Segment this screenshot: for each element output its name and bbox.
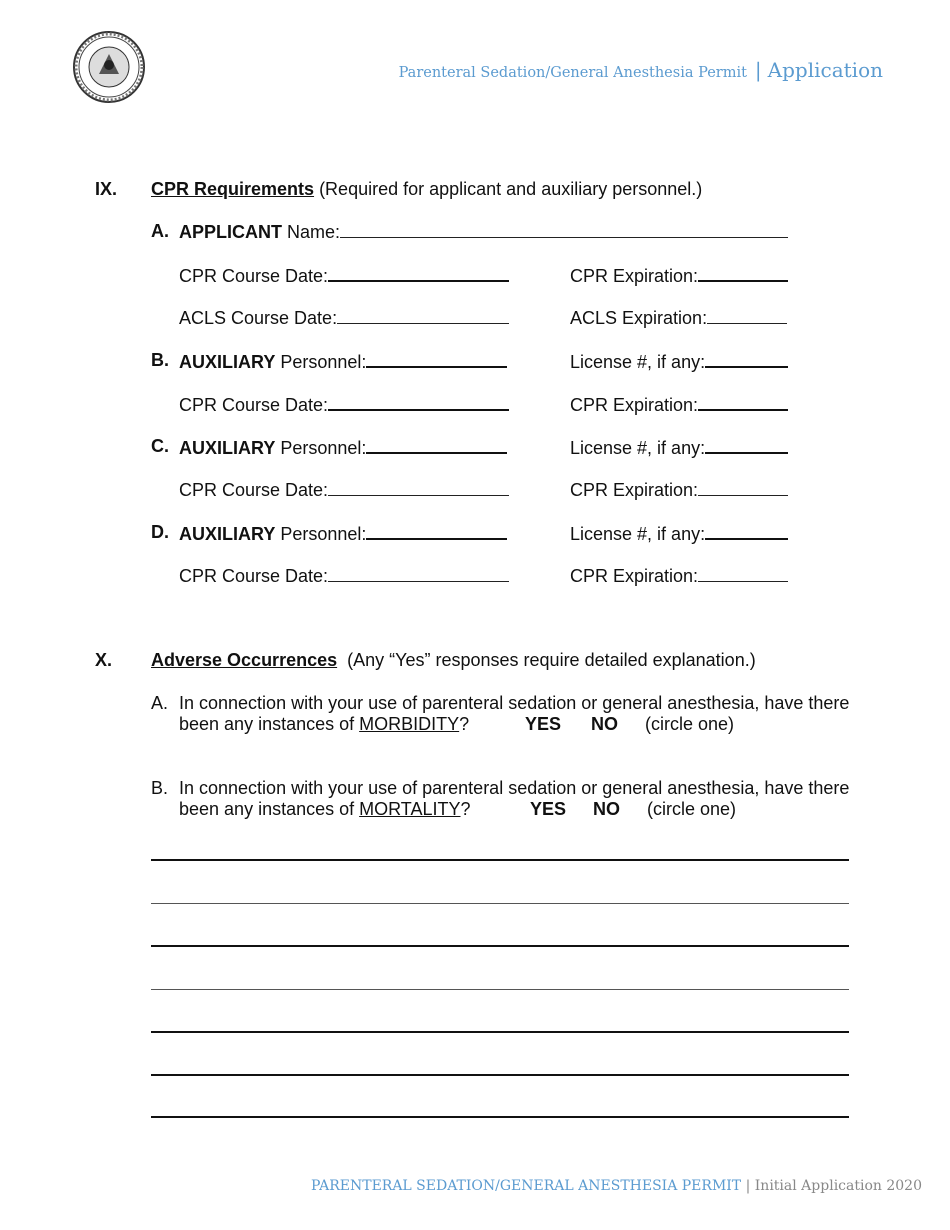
question-b-line2 <box>179 798 471 820</box>
auxiliary-b-label-bold: AUXILIARY <box>179 352 276 372</box>
auxiliary-b-cpr-expiration-field[interactable] <box>698 392 788 411</box>
header-title: Application <box>767 58 883 82</box>
auxiliary-d-license-row <box>570 521 788 545</box>
question-b-letter: B. <box>151 778 169 798</box>
applicant-cpr-expiration-row <box>570 263 788 287</box>
question-b-qmark: ? <box>460 799 471 819</box>
auxiliary-c-personnel-row <box>179 435 507 459</box>
section-x-note: (Any “Yes” responses require detailed explanation.) <box>347 650 756 670</box>
applicant-acls-expiration-field[interactable] <box>707 306 787 324</box>
auxiliary-c-cpr-course-label: CPR Course Date: <box>179 480 329 500</box>
explanation-line-6[interactable] <box>151 1074 849 1076</box>
question-a-line2 <box>179 713 469 735</box>
auxiliary-b-license-row <box>570 349 788 373</box>
section-ix-heading: CPR Requirements <box>151 179 315 199</box>
applicant-name-label: Name: <box>287 222 341 242</box>
footer-title: PARENTERAL SEDATION/GENERAL ANESTHESIA PERMIT <box>310 1178 742 1194</box>
auxiliary-c-label-bold: AUXILIARY <box>179 438 276 458</box>
question-b-yes[interactable]: YES <box>530 799 567 819</box>
question-a-qmark: ? <box>459 714 470 734</box>
question-b-circle-note: (circle one) <box>647 799 737 819</box>
section-x-heading: Adverse Occurrences <box>151 650 338 670</box>
auxiliary-d-personnel-label: Personnel: <box>280 524 367 544</box>
auxiliary-c-license-field[interactable] <box>705 435 788 454</box>
question-b-no[interactable]: NO <box>593 799 620 819</box>
page-footer <box>311 1178 922 1194</box>
auxiliary-d-license-label: License #, if any: <box>570 524 706 544</box>
applicant-cpr-expiration-label: CPR Expiration: <box>570 266 699 286</box>
auxiliary-d-label-bold: AUXILIARY <box>179 524 276 544</box>
applicant-name-row <box>179 220 788 243</box>
question-a-circle-note: (circle one) <box>645 714 735 734</box>
section-ix-numeral: IX. <box>95 179 118 199</box>
applicant-cpr-course-label: CPR Course Date: <box>179 266 329 286</box>
question-a-letter: A. <box>151 693 169 713</box>
explanation-line-5[interactable] <box>151 1031 849 1033</box>
header-separator: | <box>754 58 762 82</box>
auxiliary-b-personnel-label: Personnel: <box>280 352 367 372</box>
question-b-line1: In connection with your use of parenteral sedation or general anesthesia, have there <box>179 778 850 798</box>
question-a-line1: In connection with your use of parenteral sedation or general anesthesia, have there <box>179 693 850 713</box>
auxiliary-d-personnel-row <box>179 521 507 545</box>
auxiliary-b-personnel-field[interactable] <box>366 349 507 368</box>
auxiliary-c-personnel-field[interactable] <box>366 435 507 454</box>
question-a-yes[interactable]: YES <box>525 714 562 734</box>
question-a-prefix: been any instances of <box>179 714 355 734</box>
auxiliary-b-cpr-course-field[interactable] <box>328 392 509 411</box>
applicant-acls-course-field[interactable] <box>337 306 509 324</box>
auxiliary-c-cpr-expiration-row <box>570 478 788 501</box>
footer-subtitle: Initial Application 2020 <box>754 1178 922 1194</box>
header-subtitle: Parenteral Sedation/General Anesthesia Permit <box>398 65 747 81</box>
auxiliary-c-personnel-label: Personnel: <box>280 438 367 458</box>
auxiliary-d-cpr-expiration-row <box>570 564 788 587</box>
auxiliary-d-cpr-expiration-field[interactable] <box>698 564 788 582</box>
applicant-letter: A. <box>151 221 169 241</box>
auxiliary-d-letter: D. <box>151 522 169 542</box>
auxiliary-d-cpr-course-label: CPR Course Date: <box>179 566 329 586</box>
auxiliary-b-cpr-expiration-row <box>570 392 788 416</box>
question-b-prefix: been any instances of <box>179 799 355 819</box>
question-b-keyword: MORTALITY <box>359 799 461 819</box>
applicant-name-field[interactable] <box>340 220 788 238</box>
footer-separator: | <box>745 1178 751 1194</box>
applicant-cpr-course-row <box>179 263 509 287</box>
auxiliary-b-letter: B. <box>151 350 169 370</box>
applicant-cpr-course-field[interactable] <box>328 263 509 282</box>
auxiliary-b-cpr-expiration-label: CPR Expiration: <box>570 395 699 415</box>
section-ix-note: (Required for applicant and auxiliary personnel.) <box>319 179 703 199</box>
auxiliary-c-license-row <box>570 435 788 459</box>
section-x-numeral: X. <box>95 650 113 670</box>
applicant-acls-expiration-row <box>570 306 787 329</box>
auxiliary-b-license-label: License #, if any: <box>570 352 706 372</box>
question-a-no[interactable]: NO <box>591 714 618 734</box>
section-ix-heading-line <box>151 178 702 200</box>
applicant-acls-expiration-label: ACLS Expiration: <box>570 308 708 328</box>
explanation-line-1[interactable] <box>151 859 849 861</box>
applicant-label-bold: APPLICANT <box>179 222 282 242</box>
auxiliary-c-cpr-expiration-field[interactable] <box>698 478 788 496</box>
applicant-cpr-expiration-field[interactable] <box>698 263 788 282</box>
auxiliary-d-cpr-course-row <box>179 564 509 587</box>
state-board-seal-icon <box>72 30 146 104</box>
auxiliary-b-cpr-course-row <box>179 392 509 416</box>
auxiliary-d-cpr-course-field[interactable] <box>328 564 509 582</box>
applicant-acls-course-label: ACLS Course Date: <box>179 308 338 328</box>
auxiliary-d-personnel-field[interactable] <box>366 521 507 540</box>
explanation-line-2[interactable] <box>151 903 849 904</box>
auxiliary-c-cpr-course-field[interactable] <box>328 478 509 496</box>
auxiliary-c-license-label: License #, if any: <box>570 438 706 458</box>
auxiliary-c-cpr-expiration-label: CPR Expiration: <box>570 480 699 500</box>
auxiliary-c-letter: C. <box>151 436 169 456</box>
auxiliary-c-cpr-course-row <box>179 478 509 501</box>
applicant-acls-course-row <box>179 306 509 329</box>
auxiliary-b-cpr-course-label: CPR Course Date: <box>179 395 329 415</box>
auxiliary-d-cpr-expiration-label: CPR Expiration: <box>570 566 699 586</box>
page-header <box>399 58 883 82</box>
question-a-keyword: MORBIDITY <box>359 714 460 734</box>
explanation-line-7[interactable] <box>151 1116 849 1118</box>
auxiliary-d-license-field[interactable] <box>705 521 788 540</box>
auxiliary-b-personnel-row <box>179 349 507 373</box>
explanation-line-3[interactable] <box>151 945 849 947</box>
section-x-heading-line <box>151 649 756 671</box>
auxiliary-b-license-field[interactable] <box>705 349 788 368</box>
explanation-line-4[interactable] <box>151 989 849 990</box>
